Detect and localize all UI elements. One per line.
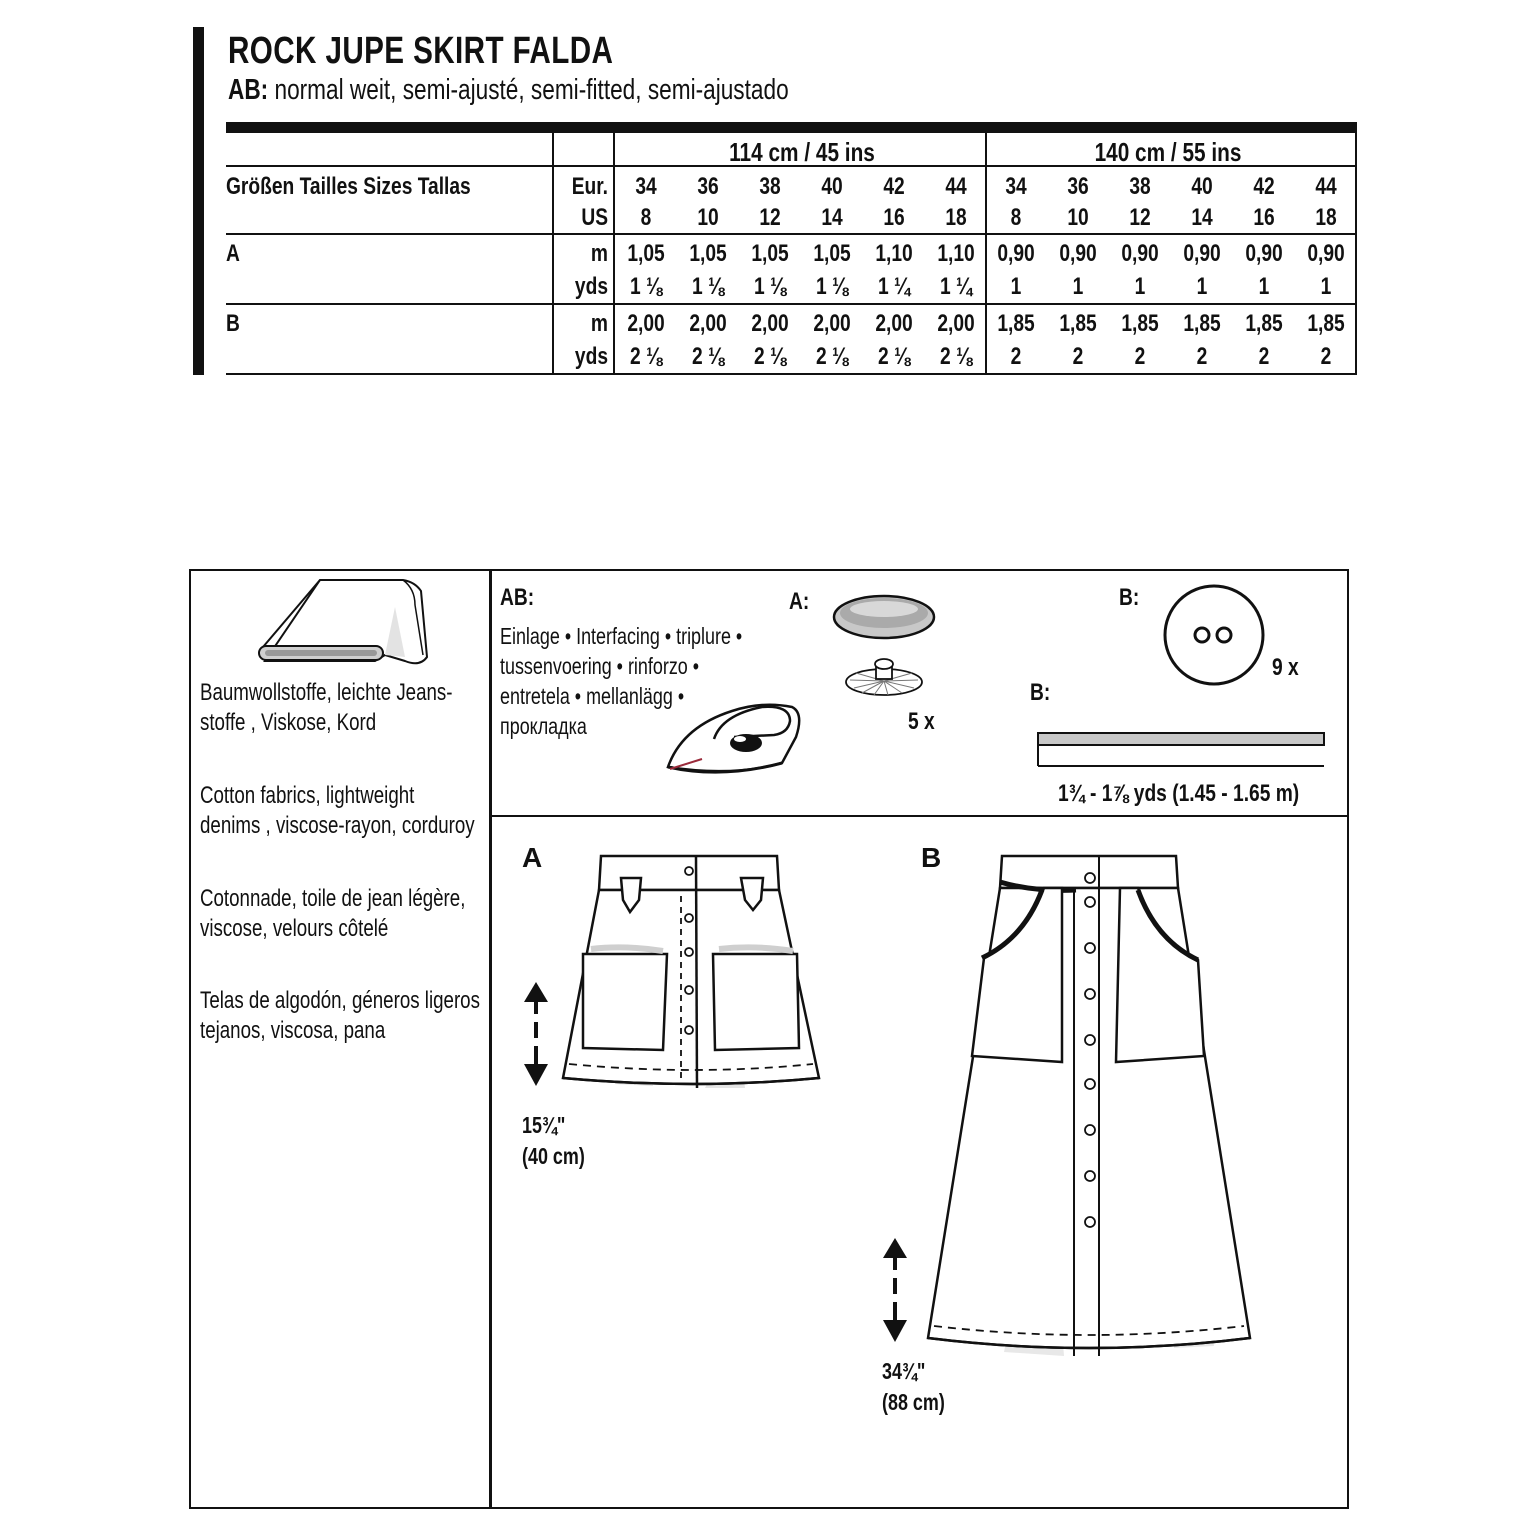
- yardage-cell: 1 ⅛: [629, 273, 663, 300]
- panel-divider: [491, 815, 1349, 817]
- us-label: US: [581, 204, 608, 231]
- yardage-cell: 1: [1196, 273, 1208, 300]
- yardage-cell: 2,00: [813, 310, 851, 337]
- yardage-cell: 1: [1258, 273, 1270, 300]
- snap-fastener-icon: [832, 595, 938, 705]
- snap-view-label: A:: [789, 588, 810, 615]
- yardage-cell: 1,05: [813, 240, 851, 267]
- view-a-label: A: [226, 240, 240, 267]
- yardage-cell: 1,05: [627, 240, 665, 267]
- yardage-cell: 2: [1258, 343, 1270, 370]
- us-size-cell: 14: [1191, 204, 1213, 231]
- button-quantity: 9 x: [1272, 654, 1299, 681]
- eur-size-cell: 44: [945, 173, 967, 200]
- eur-size-cell: 40: [821, 173, 843, 200]
- yardage-cell: 2,00: [937, 310, 975, 337]
- yardage-cell: 2: [1320, 343, 1332, 370]
- yardage-cell: 1,05: [751, 240, 789, 267]
- yardage-cell: 2: [1010, 343, 1022, 370]
- yardage-cell: 1: [1072, 273, 1084, 300]
- eur-size-cell: 36: [1067, 173, 1089, 200]
- view-b-label: B: [226, 310, 240, 337]
- view-b-length: 34¾" (88 cm): [882, 1358, 945, 1415]
- fit-views-label: AB:: [228, 74, 269, 106]
- yardage-cell: 1 ⅛: [815, 273, 849, 300]
- fit-text: normal weit, semi-ajusté, semi-fitted, semi-ajustado: [268, 74, 789, 106]
- yardage-cell: 2,00: [627, 310, 665, 337]
- iron-icon: [662, 697, 802, 779]
- yardage-cell: 2,00: [875, 310, 913, 337]
- skirt-a-illustration: [555, 852, 835, 1092]
- yardage-cell: 1: [1320, 273, 1332, 300]
- skirt-b-illustration: [924, 852, 1254, 1362]
- yardage-cell: 0,90: [1245, 240, 1283, 267]
- us-size-cell: 18: [945, 204, 967, 231]
- eur-size-cell: 42: [883, 173, 905, 200]
- yardage-cell: 2 ⅛: [753, 343, 787, 370]
- yardage-cell: 1,85: [1059, 310, 1097, 337]
- eur-size-cell: 38: [1129, 173, 1151, 200]
- table-rule: [552, 133, 554, 375]
- yardage-cell: 1,85: [997, 310, 1035, 337]
- button-view-label: B:: [1119, 584, 1140, 611]
- snap-quantity: 5 x: [908, 708, 935, 735]
- us-size-cell: 16: [883, 204, 905, 231]
- yardage-cell: 1,10: [875, 240, 913, 267]
- us-size-cell: 8: [640, 204, 652, 231]
- table-top-rule: [226, 122, 1357, 133]
- us-size-cell: 16: [1253, 204, 1275, 231]
- eur-size-cell: 38: [759, 173, 781, 200]
- fabric-text-de: Baumwollstoffe, leichte Jeans- stoffe , Viskose, Kord: [200, 679, 453, 736]
- yardage-table: [226, 122, 1357, 376]
- width-group-114: 114 cm / 45 ins: [729, 137, 875, 167]
- yardage-cell: 0,90: [1183, 240, 1221, 267]
- yardage-cell: 2 ⅛: [939, 343, 973, 370]
- yardage-cell: 2 ⅛: [877, 343, 911, 370]
- panel-divider: [489, 569, 492, 1509]
- fabric-text-es: Telas de algodón, géneros ligeros tejanos, viscosa, pana: [200, 987, 480, 1044]
- eur-label: Eur.: [571, 173, 608, 200]
- yardage-cell: 2,00: [689, 310, 727, 337]
- yardage-cell: 1,05: [689, 240, 727, 267]
- table-rule: [226, 303, 1357, 305]
- yardage-cell: 1 ¼: [877, 273, 911, 300]
- yardage-cell: 0,90: [1121, 240, 1159, 267]
- button-icon: [1163, 584, 1265, 686]
- view-a-m-label: m: [590, 240, 608, 267]
- us-size-cell: 18: [1315, 204, 1337, 231]
- us-size-cell: 14: [821, 204, 843, 231]
- sizes-label: Größen Tailles Sizes Tallas: [226, 173, 471, 200]
- yardage-cell: 1 ⅛: [691, 273, 725, 300]
- table-rule: [226, 373, 1357, 375]
- fabric-text-en: Cotton fabrics, lightweight denims , viscose-rayon, corduroy: [200, 782, 475, 839]
- yardage-cell: 1: [1010, 273, 1022, 300]
- yardage-cell: 2: [1196, 343, 1208, 370]
- view-b-m-label: m: [590, 310, 608, 337]
- view-a-length: 15¾" (40 cm): [522, 1112, 585, 1169]
- us-size-cell: 12: [1129, 204, 1151, 231]
- tape-view-label: B:: [1030, 679, 1051, 706]
- tape-length: 1¾ - 1⅞ yds (1.45 - 1.65 m): [1058, 780, 1300, 807]
- yardage-cell: 2,00: [751, 310, 789, 337]
- eur-size-cell: 34: [1005, 173, 1027, 200]
- width-group-140: 140 cm / 55 ins: [1094, 137, 1242, 167]
- yardage-cell: 1,85: [1183, 310, 1221, 337]
- fabric-text-fr: Cotonnade, toile de jean légère, viscose, velours côtelé: [200, 885, 466, 942]
- us-size-cell: 12: [759, 204, 781, 231]
- us-size-cell: 10: [1067, 204, 1089, 231]
- us-size-cell: 10: [697, 204, 719, 231]
- yardage-cell: 1,10: [937, 240, 975, 267]
- eur-size-cell: 40: [1191, 173, 1213, 200]
- interfacing-text: Einlage • Interfacing • triplure • tussenvoering • rinforzo • entretela • mellanlägg • прокладка: [500, 623, 743, 739]
- view-b-heading: B: [921, 842, 942, 873]
- yardage-cell: 0,90: [1307, 240, 1345, 267]
- view-a-yds-label: yds: [574, 273, 608, 300]
- yardage-cell: 1 ⅛: [753, 273, 787, 300]
- yardage-cell: 1,85: [1245, 310, 1283, 337]
- yardage-cell: 1,85: [1307, 310, 1345, 337]
- eur-size-cell: 34: [635, 173, 657, 200]
- us-size-cell: 8: [1010, 204, 1022, 231]
- length-arrow-b-icon: [881, 1236, 909, 1344]
- page-title: ROCK JUPE SKIRT FALDA: [228, 30, 614, 72]
- header-accent-bar: [193, 27, 204, 375]
- eur-size-cell: 44: [1315, 173, 1337, 200]
- eur-size-cell: 42: [1253, 173, 1275, 200]
- yardage-cell: 0,90: [1059, 240, 1097, 267]
- fabric-roll-icon: [255, 577, 435, 667]
- yardage-cell: 1,85: [1121, 310, 1159, 337]
- view-a-heading: A: [522, 842, 543, 873]
- table-rule: [226, 233, 1357, 235]
- yardage-cell: 2: [1072, 343, 1084, 370]
- yardage-cell: 2: [1134, 343, 1146, 370]
- yardage-cell: 0,90: [997, 240, 1035, 267]
- tape-icon: [1036, 730, 1328, 770]
- fit-description: [228, 74, 789, 107]
- interfacing-views-label: AB:: [500, 584, 535, 611]
- eur-size-cell: 36: [697, 173, 719, 200]
- yardage-cell: 1: [1134, 273, 1146, 300]
- yardage-cell: 2 ⅛: [691, 343, 725, 370]
- yardage-cell: 1 ¼: [939, 273, 973, 300]
- view-b-yds-label: yds: [574, 343, 608, 370]
- yardage-cell: 2 ⅛: [629, 343, 663, 370]
- length-arrow-a-icon: [522, 980, 550, 1088]
- yardage-cell: 2 ⅛: [815, 343, 849, 370]
